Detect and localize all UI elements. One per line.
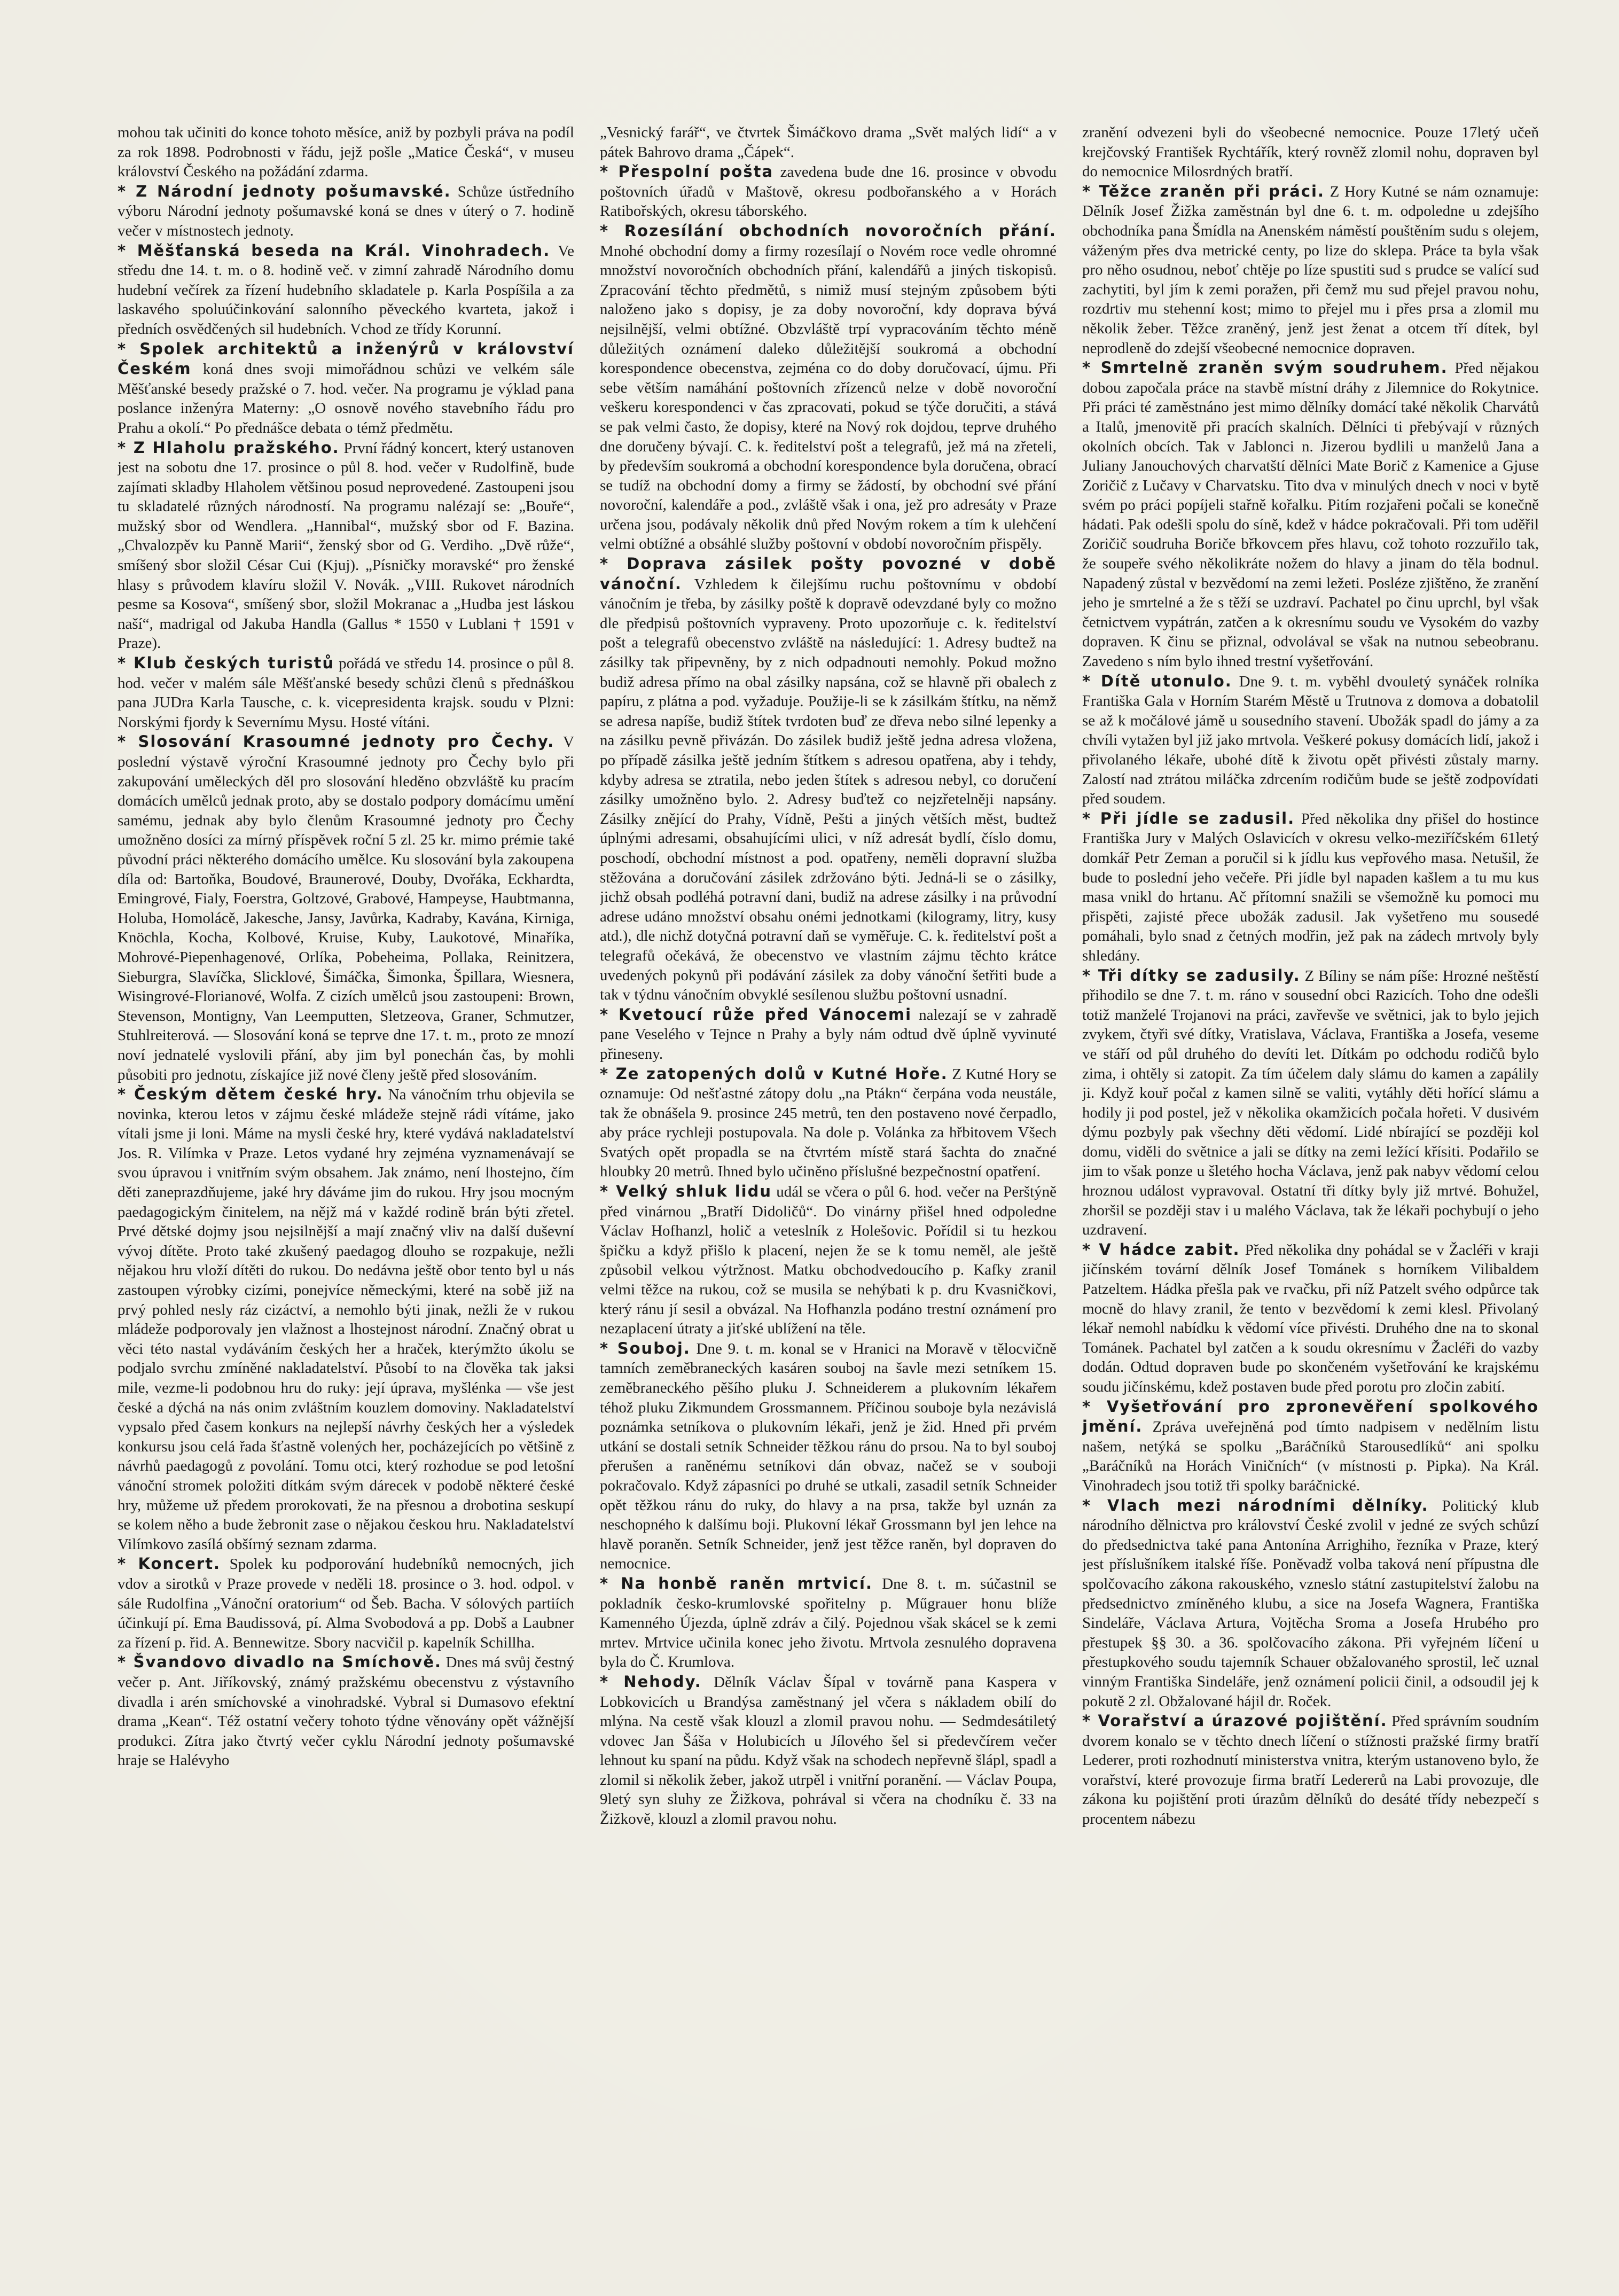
article-heading: * Při jídle se zadusil.	[1082, 809, 1295, 827]
article-paragraph	[600, 1005, 1057, 1064]
article-text: Dne 8. t. m. súčastnil se pokladník česko-krumlovské spořitelny p. Műgrauer honu blíže Kamenného Újezda, úplně zdráv a čilý. Pojednou však skácel se k zemi mrtev. Mrtvice učinila konec jeho životu. Mrtvola zesnulého dopravena byla do Č. Krumlova.	[600, 1575, 1057, 1671]
article-text: zavedena bude dne 16. prosince v obvodu poštovních úřadů v Maštově, okresu podbořanského a v Horách Ratibořských, okresu táborského.	[600, 163, 1057, 220]
article-heading: * Smrtelně zraněn svým soudruhem.	[1082, 358, 1448, 377]
article-text: zranění odvezeni byli do všeobecné nemocnice. Pouze 17letý učeň krejčovský František Rychtářík, který rovněž zlomil nohu, dopraven byl do nemocnice Milosrdných bratří.	[1082, 124, 1539, 181]
article-text: pořádá ve středu 14. prosince o půl 8. hod. večer v malém sále Měšťanské besedy schůzi členů s přednáškou pana JUDra Karla Tausche, c. k. vicepresidenta krajsk. soudu v Plzni: Norskými fjordy k Severnímu Mysu. Hosté vítáni.	[118, 655, 574, 731]
article-paragraph	[1082, 1711, 1539, 1829]
article-paragraph	[118, 1652, 574, 1770]
article-heading: * Tři dítky se zadusily.	[1082, 966, 1301, 985]
article-paragraph	[1082, 1496, 1539, 1712]
article-paragraph	[118, 241, 574, 339]
article-paragraph	[600, 1672, 1057, 1829]
article-text: Vzhledem k čilejšímu ruchu poštovnímu v období vánočním je třeba, by zásilky poště k dopravě odevzdané byly co možno dle předpisů poštovních vypraveny. Proto upozorňuje c. k. ředitelství pošt a telegrafů obecenstvo zvláště na následující: 1. Adresy budtež na zásilky tak připevněny, by z nich odpadnouti nemohly. Pokud možno budiž adresa přímo na obal zásilky napsána, což se hlavně při obalech z papíru, z plátna a pod. vyžaduje. Použije-li se k zásilkám štítku, na němž se adresa napíše, budiž štítek tvrdoten buď ze dřeva nebo silné lepenky a na zásilku pevně přivázán. Do zásilek budiž ještě jedna adresa vložena, po případě zásilka ještě jedním štítkem s adresou opatřena, aby i tehdy, kdyby adresa se ztratila, nebo jeden štítek s adresou nebyl, co doručení zásilky umožněno bylo. 2. Adresy buďtež co nejzřetelněji napsány. Zásilky znějící do Prahy, Vídně, Pešti a jiných větších měst, budtež úplnými adresami, obsahujícími ulici, v níž adresát bydlí, číslo domu, poschodí, obchodní místnost a pod. opatřeny, neměli dopravní služba stěžována a doručování zásilek zdržováno býti. Jedná-li se o zásilky, jichž obsah podléhá potravní dani, budiž na adrese zásilky i na průvodní adrese udáno množství obsahu onémi jednotkami (kilogramy, litry, kusy atd.), dle nichž dotyčná potravní daň se vyměřuje. C. k. ředitelství pošt a telegrafů očekává, že obecenstvo ve vlastním zájmu těchto krátce uvedených pokynů při podávání zásilek za doby vánoční šetřiti bude a tak v týdnu vánočním obvyklé sesílenou službu poštovní usnadní.	[600, 575, 1057, 1004]
article-paragraph	[1082, 1397, 1539, 1496]
article-heading: * Slosování Krasoumné jednoty pro Čechy.	[118, 732, 555, 751]
article-text: Dělník Václav Šípal v továrně pana Kaspera v Lobkovicích u Brandýsa zaměstnaný jel včera s nákladem obilí do mlýna. Na cestě však klouzl a zlomil pravou nohu. — Sedmdesátiletý vdovec Jan Šáša v Holubicích u Jílového šel si předevčírem večer lehnout ku spaní na půdu. Když však na schodech nepřevně šlápl, spadl a zlomil si několik žeber, jakož utrpěl i vnitřní poranění. — Václav Poupa, 9letý syn sluhy ze Žižkova, pohrával si včera na chodníku č. 33 na Žižkově, klouzl a zlomil pravou nohu.	[600, 1673, 1057, 1828]
article-heading: * Velký shluk lidu	[600, 1182, 772, 1201]
article-paragraph	[118, 653, 574, 732]
article-paragraph	[1082, 1240, 1539, 1397]
article-paragraph	[600, 221, 1057, 554]
article-paragraph	[118, 339, 574, 438]
article-text: „Vesnický farář“, ve čtvrtek Šimáčkovo drama „Svět malých lidí“ a v pátek Bahrovo drama „Čápek“.	[600, 124, 1057, 161]
article-text: Na vánočním trhu objevila se novinka, kterou letos v zájmu české mládeže stejně rádi vítáme, jako vítali jsme ji loni. Máme na mysli české hry, které vydává nakladatelství Jos. R. Vilímka v Praze. Letos vydané hry zejména vyznamenávají se svou úpravou i vnitřním svým obsahem. Jak známo, není lhostejno, čím děti zaneprazdňujeme, jaké hry dáváme jim do rukou. Hry jsou mocným paedagogickým činitelem, na nějž má v každé rodině brán býti zřetel. Prvé dětské dojmy jsou nejsilnější a mají značný vliv na další duševní vývoj dítěte. Proto také zkušený paedagog dlouho se rozpakuje, nežli nějakou hru vloží dítěti do rukou. Do nedávna ještě obor tento byl u nás zastoupen výrobky cizími, ponejvíce německými, které na sobě již na prvý pohled nesly ráz cizáctví, a nemohlo býti jinak, nežli že v rukou mládeže podporovaly jen vlažnost a lhostejnost národní. Značný obrat u věci této nastal vydáváním českých her a hraček, kterýmžto úkolu se podjalo svrchu zmíněné nakladatelství. Působí to na člověka tak jaksi mile, vezme-li podobnou hru do ruky: její úprava, myšlénka — vše jest české a dýchá na nás onim zvláštním kouzlem domoviny. Nakladatelství vypsalo před časem konkurs na nejlepší návrhy českých her a výsledek konkursu jsou celá řada šťastně volených her, pocházejících po většině z návrhů paedagogů z povolání. Tomu otci, který rozhodue se pod letošní vánoční stromek položiti dítkám svým dárecek v podobě některé české hry, můžeme už předem prorokovati, že na přesnou a drobotina seskupí se kolem něho a bude žebronit zase o nějakou českou hru. Nakladatelství Vilímkovo zasílá obšírný seznam zdarma.	[118, 1086, 574, 1553]
article-paragraph	[600, 1182, 1057, 1339]
article-heading: * Spolek architektů a inženýrů v království Českém	[118, 339, 574, 378]
article-text: udál se včera o půl 6. hod. večer na Perštýně před vinárnou „Bratří Didoličů“. Do vinárny přišel hned odpoledne Václav Hofhanzl, holič a veteslník z Holešovic. Pořídil si tu hezkou špičku a když přišlo k placení, nejen že se k tomu neměl, ale ještě způsobil velkou výtržnost. Matku obchodvedoucího p. Kafky zranil velmi těžce na rukou, což se musila se nehýbati k p. dru Kvasničkovi, který ránu jí sesil a obvázal. Na Hofhanzla podáno trestní oznámení pro nezaplacení útraty a jiťské ublížení na těle.	[600, 1183, 1057, 1338]
article-heading: * Z Hlaholu pražského.	[118, 438, 340, 457]
article-heading: * Koncert.	[118, 1555, 221, 1573]
article-heading: * Měšťanská beseda na Král. Vinohradech.	[118, 241, 551, 260]
article-paragraph	[118, 182, 574, 241]
article-text: První řádný koncert, který ustanoven jest na sobotu dne 17. prosince o půl 8. hod. večer v Rudolfině, bude zajímati skladby Hlaholem většinou posud neprovedené. Zastoupeni jsou tu skladatelé různých národností. Na programu nalézají se: „Bouře“, mužský sbor od Wendlera. „Hannibal“, mužský sbor od F. Bazina. „Chvalozpěv ku Panně Marii“, ženský sbor od G. Verdiho. „Dvě růže“, smíšený sbor složil César Cui (Kjuj). „Písničky moravské“ pro ženské hlasy s průvodem klavíru složil V. Novák. „VIII. Rukovet národních pesme sa Kosova“, smíšený sbor, složil Mokranac a „Hudba jest láskou naší“, madrigal od Jakuba Handla (Gallus * 1550 v Lublani † 1591 v Praze).	[118, 439, 574, 652]
article-columns	[118, 123, 1539, 2217]
article-heading: * Na honbě raněn mrtvicí.	[600, 1574, 873, 1592]
article-text: Před nějakou dobou započala práce na stavbě místní dráhy z Jilemnice do Rokytnice. Při práci té zaměstnáno jest mimo dělníky domácí také několik Charvátů a Italů, jmenovitě při pracích skalních. Dělníci ti přebývají v různých okolních obcích. Tak v Jablonci n. Jizerou bydlili u manželů Jana a Juliany Janouchových charvatští dělníci Mate Borič z Kamenice a Gjuse Zoričič z Lučavy v Charvatsku. Tito dva v minulých dnech v noci v bytě svém po práci popíjeli stařně kořalku. Pitím rozjařeni počali se konečně hádati. Pak odešli spolu do síně, kdež v hádce pokračovali. Při tom uděřil Zoričič soudruha Boriče břkovcem přes hlavu, což tohoto rozzuřilo tak, že soupeře svého několikráte nožem do hlavy a jinam do těla bodnul. Napadený zůstal v bezvědomí na zemi ležeti. Posléze zjištěno, že zranění jeho je smrtelné a že s těží se uzdraví. Pachatel po činu uprchl, byl však četnictvem vypátrán, zatčen a k okresnímu soudu ve Vysokém do vazby dopraven. K činu se přiznal, odvolával se však na nutnou sebeobranu. Zavedeno s ním bylo ihned trestní vyšetřování.	[1082, 360, 1539, 670]
article-paragraph	[118, 123, 574, 182]
article-heading: * V hádce zabit.	[1082, 1240, 1240, 1259]
article-paragraph	[118, 1554, 574, 1652]
article-text: Dne 9. t. m. konal se v Hranici na Moravě v tělocvičně tamních zeměbraneckých kasáren souboj na šavle mezi setníkem 15. zeměbraneckého pěšího pluku J. Schneiderem a plukovním lékařem téhož pluku Zikmundem Grossmannem. Příčinou souboje byla nezávislá poznámka setníkova o plukovním lékaři, jenž je žid. Hned při prvém utkání se dostali setník Schneider těžkou ránu do prsou. Na to byl souboj přerušen a raněnému setníkovi dán obvaz, načež se v souboji pokračovalo. Když zápasníci po druhé se utkali, zasadil setník Schneider opět těžkou ránu do ruky, do hlavy a na prsa, takže byl uznán za neschopného k dalšímu boji. Plukovní lékař Grossmann byl jen lehce na hlavě poraněn. Setník Schneider, jenž jest těžce raněn, byl dopraven do nemocnice.	[600, 1340, 1057, 1573]
article-heading: * Švandovo divadlo na Smíchově.	[118, 1653, 442, 1672]
article-heading: * Kvetoucí růže před Vánocemi	[600, 1005, 912, 1024]
article-text: Zpráva uveřejněná pod tímto nadpisem v nedělním listu našem, netýká se spolku „Baráčníků Starousedlíků“ ani spolku „Baráčníků na Horách Viničních“ (v místnosti p. Pipka). Na Král. Vinohradech jsou totiž tři spolky baráčnické.	[1082, 1418, 1539, 1494]
article-text: Před několika dny pohádal se v Žacléři v kraji jičínském tovární dělník Josef Tománek s horníkem Vilibaldem Patzeltem. Hádka přešla pak ve rvačku, při níž Patzelt svého odpůrce tak mocně do hlavy zranil, že tento v bezvědomí k zemi klesl. Přivolaný lékař nemohl nabídku k vědomí více přivésti. Druhého dne na to skonal Tománek. Pachatel byl zatčen a k soudu okresnímu v Žacléři do vazby dodán. Odtud dopraven bude po skončeném vyšetřování ke krajskému soudu jičínskému, kdež postaven bude před porotu pro zločin zabití.	[1082, 1241, 1539, 1395]
article-text: Dne 9. t. m. vyběhl dvouletý synáček rolníka Františka Gala v Horním Starém Městě u Trutnova z domova a dobatolil se až k močálové jámě u sousedního stavení. Ubožák spadl do jámy a za chvíli vytažen byl již jako mrtvola. Veškeré pokusy domácích lidí, jakož i přivolaného lékaře, ubohé dítě k životu opět přivésti zůstaly marny. Zalostí nad ztrátou miláčka zdrcením rodičům bude se ještě zodpovídati před soudem.	[1082, 673, 1539, 808]
article-heading: * Vorařství a úrazové pojištění.	[1082, 1712, 1388, 1730]
article-paragraph	[1082, 966, 1539, 1240]
article-text: Ve středu dne 14. t. m. o 8. hodině več. v zimní zahradě Národního domu hudební večírek za řízení hudebního skladatele p. Karla Pospíšila a za laskavého spoluúčinkování salonního pěveckého kvarteta, jakož i předních osvědčených sil hudebních. Vchod ze třídy Korunní.	[118, 242, 574, 338]
article-paragraph	[600, 1064, 1057, 1182]
column-1	[118, 123, 574, 2217]
article-heading: * Rozesílání obchodních novoročních přání.	[600, 221, 1057, 240]
article-text: koná dnes svoji mimořádnou schůzi ve velkém sále Měšťanské besedy pražské o 7. hod. večer. Na programu je výklad pana poslance inženýra Materny: „O osnově nového stavebního řádu pro Prahu a okolí.“ Po přednášce debata o témž předmětu.	[118, 361, 574, 436]
article-paragraph	[600, 123, 1057, 162]
article-paragraph	[600, 1339, 1057, 1574]
article-text: Politický klub národního dělnictva pro království České zvolil v jedné ze svých schůzí do předsednictva také pana Antonína Arrighiho, řezníka v Praze, který jest příslušníkem italské říše. Poněvadž volba taková není přípustna dle spolčovacího zákona rakouského, vzneslo státní zastupitelství žalobu na předsednictvo zmíněného klubu, a sice na Josefa Wagnera, Františka Sindeláře, Václava Artura, Vojtěcha Sroma a Josefa Hrubého pro přestupek §§ 30. a 36. spolčovacího zákona. Při vyřejném líčení u přestupkového soudu tajemník Schauer obžalovaného sprostil, leč uznal vinným Františka Sindeláře, jenž oznámení policii činil, a odsoudil jej k pokutě 2 zl. Obžalované hájil dr. Roček.	[1082, 1497, 1539, 1710]
article-text: Spolek ku podporování hudebníků nemocných, jich vdov a sirotků v Praze provede v neděli 18. prosince o 3. hod. odpol. v sále Rudolfina „Vánoční oratorium“ od Šeb. Bacha. V sólových partiích účinkují pí. Ema Baudissová, pí. Alma Svobodová a pp. Dobš a Laubner za řízení p. řid. A. Bennewitze. Sbory nacvičil p. kapelník Schillha.	[118, 1556, 574, 1651]
article-text: mohou tak učiniti do konce tohoto měsíce, aniž by pozbyli práva na podíl za rok 1898. Podrobnosti v řádu, jejž pošle „Matice Česká“, v museu království Českého na požádání zdarma.	[118, 124, 574, 181]
article-text: Z Kutné Hory se oznamuje: Od nešťastné zátopy dolu „na Ptákn“ čerpána voda neustále, tak že obnášela 9. prosince 245 metrů, ten den postaveno nové čerpadlo, aby práce rychleji postupovala. Na dole p. Volánka za hřbitovem Všech Svatých opět propadla se na čtvrtém místě stará šachta do značné hloubky 20 metrů. Ihned bylo učiněno příslušné bezpečnostní opatření.	[600, 1065, 1057, 1181]
article-heading: * Z Národní jednoty pošumavské.	[118, 182, 451, 200]
article-paragraph	[1082, 358, 1539, 671]
article-heading: * Ze zatopených dolů v Kutné Hoře.	[600, 1064, 948, 1083]
article-heading: * Vyšetřování pro zpronevěření spolkového jmění.	[1082, 1397, 1539, 1436]
article-heading: * Dítě utonulo.	[1082, 671, 1232, 690]
article-paragraph	[118, 438, 574, 654]
article-text: V poslední výstavě výroční Krasoumné jednoty pro Čechy bylo při zakupování uměleckých děl pro slosování hleděno obzvláště ku pracím domácích umělců jednak proto, aby se dostalo podpory domácímu umění samému, jednak aby bylo členům Krasoumné jednoty pro Čechy umožněno dosíci za mírný příspěvek roční 5 zl. 25 kr. mimo prémie také původní práci některého domácího umělce. Ku slosování byla zakoupena díla od: Bartoňka, Boudové, Braunerové, Douby, Dvořáka, Eckhardta, Emingrové, Fialy, Foerstra, Goltzové, Grabové, Hampeyse, Haubtmanna, Holuba, Homolácě, Jakesche, Jansy, Javůrka, Kadraby, Kavána, Kirniga, Knöchla, Kocha, Kolbové, Kruise, Kuby, Laukotové, Minaříka, Mohrové-Piepenhagenové, Orlíka, Pobeheima, Pollaka, Reinitzera, Sieburgra, Slavíčka, Slicklové, Šimáčka, Šimonka, Špillara, Wiesnera, Wisingrové-Florianové, Wolfa. Z cizích umělců jsou zastoupeni: Brown, Stevenson, Montigny, Van Leemputten, Sletzeova, Graner, Schmutzer, Stuhlreiterová. — Slosování koná se teprve dne 17. t. m., proto ze mnozí noví jednatelé vyslovili přání, aby jim byl ponechán čas, by mohli působiti pro jednotu, získajíce již nové členy ještě před slosováním.	[118, 733, 574, 1083]
article-paragraph	[600, 554, 1057, 1005]
article-heading: * Souboj.	[600, 1339, 691, 1357]
article-heading: * Nehody.	[600, 1672, 702, 1691]
article-heading: * Doprava zásilek pošty povozné v době vánoční.	[600, 555, 1057, 593]
article-heading: * Těžce zraněn při práci.	[1082, 182, 1325, 200]
article-text: Z Hory Kutné se nám oznamuje: Dělník Josef Žižka zaměstnán byl dne 6. t. m. odpoledne u zdejšího obchodníka pana Šmídla na Anenském náměstí pouštěním sudu s olejem, váženým přes dva metrické centy, po lize do sklepa. Práce ta byla však pro něho osudnou, neboť chtěje po líze spustiti sud s prudce se valící sud zachytiti, byl jím k zemi poražen, při čemž mu sud přejel pravou nohu, rozdrtiv mu stehenní kost; mimo to přejel mu i přes prsa a zlomil mu několik žeber. Těžce zraněný, jenž jest ženat a otcem tří dítek, byl neprodleně do zdejší všeobecné nemocnice dopraven.	[1082, 183, 1539, 357]
article-text: nalezají se v zahradě pane Veselého v Tejnce n Prahy a byly nám odtud dvě úplně vyvinuté přineseny.	[600, 1006, 1057, 1063]
article-paragraph	[1082, 671, 1539, 809]
article-heading: * Českým dětem české hry.	[118, 1085, 384, 1104]
article-paragraph	[1082, 809, 1539, 966]
article-paragraph	[118, 732, 574, 1084]
column-3	[1082, 123, 1539, 2217]
article-text: Schůze ústředního výboru Národní jednoty pošumavské koná se dnes v úterý o 7. hodině večer v místnostech jednoty.	[118, 183, 574, 239]
article-heading: * Klub českých turistů	[118, 654, 335, 673]
article-heading: * Vlach mezi národními dělníky.	[1082, 1496, 1429, 1514]
article-paragraph	[118, 1084, 574, 1554]
article-text: Před správním soudním dvorem konalo se v těchto dnech líčení o stížnosti pražské firmy bratří Lederer, proti rozhodnutí ministerstva vnitra, kterým ustanoveno bylo, že vorařství, které provozuje firma bratří Ledererů na Labi provozuje, dle zákona ku pojištění proti úrazům dělníků do desáté třídy nebezpečí s procentem nábezu	[1082, 1713, 1539, 1828]
column-2	[600, 123, 1057, 2217]
article-paragraph	[1082, 123, 1539, 182]
article-paragraph	[600, 1574, 1057, 1672]
article-text: Mnohé obchodní domy a firmy rozesílají o Novém roce vedle ohromné množství novoročních obchodních přání, kalendářů a jiných tiskopisů. Zpracování těchto předmětů, s nimiž musí stejným způsobem býti naloženo jako s dopisy, je za doby novoroční, kdy doprava bývá nejsilnější, velmi obtížné. Obzvláště trpí vypracováním těchto méně důležitých oznámení daleko důležitější soukromá a obchodní korespondence obecenstva, zejména co do doby doručovací, újmu. Při sebe větším namáhání poštovních zřízenců nelze v době novoroční veškeru korespondenci v čas zpracovati, pokud se týče doručiti, a stává se pak velmi často, že dopisy, které na Nový rok dojdou, teprve druhého dne doručeny bývají. C. k. ředitelství pošt a telegrafů, jež má na zřeteli, by především soukromá a obchodní korespondence byla doručena, obrací se tudíž na obchodní domy a firmy se žádostí, by obchodní své přání novoroční, kalendáře a pod., zvláště však i ona, jež pro adresáty v Praze určena jsou, podávaly několik dnů před Novým rokem a tím k ulehčení velmi obtížné a obsáhlé služby poštovní v období novoročním přispěly.	[600, 242, 1057, 553]
article-paragraph	[600, 162, 1057, 221]
article-heading: * Přespolní pošta	[600, 162, 774, 181]
article-text: Z Bíliny se nám píše: Hrozné neštěstí přihodilo se dne 7. t. m. ráno v sousední obci Razicích. Toho dne odešli totiž manželé Trojanovi na práci, zavřevše ve světnici, jak to bylo jejich zvykem, čtyři své dítky, Vratislava, Václava, Františka a Josefa, veseme ve stáří od půl druhého do devíti let. Dítkám po odchodu rodičů bylo zima, i ohtěly si zatopit. Za tím účelem daly slámu do kamen a zapálily ji. Když kouř počal z kamen silně se valiti, vytáhly děti hořící slámu a hodily ji pod postel, jež v několika okamžicích počala hořeti. V dusivém dýmu pozbyly pak všechny děti vědomí. Lidé nbírající se později kol domu, viděli do světnice a jali se dítky na zemi ležící křísiti. Podařilo se jim to však ponze u šletého hocha Václava, jenž pak nabyv vědomí celou hroznou událost vypravoval. Ostatní tři dítky byly již mrtvé. Bohužel, zhoršil se později stav i u malého Václava, tak že lékaři pochybují o jeho uzdravení.	[1082, 967, 1539, 1239]
article-text: Dnes má svůj čestný večer p. Ant. Jiříkovský, známý pražskému obecenstvu z výstavního divadla i arén smíchovské a vinohradské. Vybral si Dumasovo efektní drama „Kean“. Též ostatní večery tohoto týdne věnovány opět vážnější produkci. Zítra jako čtvrtý večer cyklu Národní jednoty pošumavské hraje se Halévyho	[118, 1654, 574, 1769]
article-text: Před několika dny přišel do hostince Františka Jury v Malých Oslavicích v okresu velko-meziříčském 61letý domkář Petr Zeman a poručil si k jídlu kus vepřového masa. Netušil, že bude to poslední jeho večeře. Při jídle byl napaden kašlem a tu mu kus masa vnikl do hrtanu. Ač přítomní snažili se všemožně ku pomoci mu přispěti, zajisté přece ubožák zadusil. Jak vyšetřeno mu sousedé pomáhali, bylo snad z četných modřin, jež pak na zádech mrtvoly byly shledány.	[1082, 810, 1539, 964]
article-paragraph	[1082, 182, 1539, 358]
